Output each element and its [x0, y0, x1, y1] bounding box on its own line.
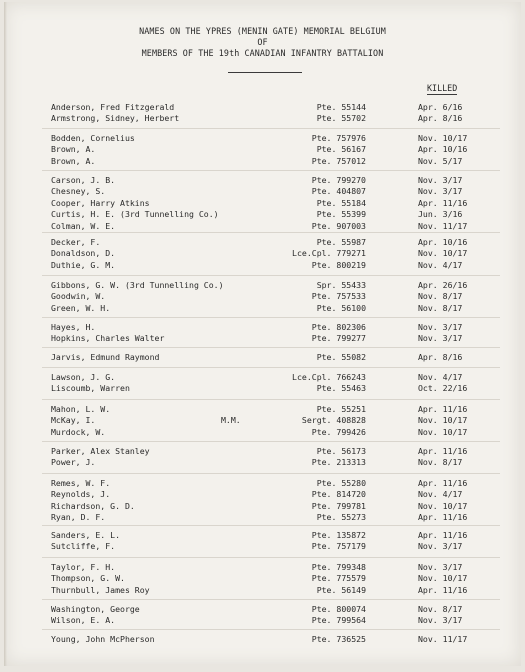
- soldier-rank-number: Pte. 55399: [316, 209, 366, 220]
- soldier-name: Wilson, E. A.: [51, 615, 116, 626]
- list-item: [4, 209, 521, 220]
- soldier-rank-number: Pte. 56173: [316, 446, 366, 456]
- soldier-name: Goodwin, W.: [51, 291, 106, 302]
- list-item: [4, 604, 521, 615]
- document-heading: [4, 26, 521, 59]
- name-group: [4, 478, 521, 524]
- name-group: [4, 634, 521, 645]
- list-item: [4, 322, 521, 333]
- list-item: [4, 562, 521, 573]
- date-killed: Apr. 11/16: [418, 404, 468, 414]
- fold-line: [42, 399, 500, 400]
- list-item: [4, 404, 521, 415]
- soldier-rank-number: Pte. 802306: [311, 322, 366, 332]
- soldier-rank-number: Pte. 55273: [316, 512, 366, 523]
- soldier-rank-number: Pte. 55251: [316, 404, 366, 414]
- soldier-name: Ryan, D. F.: [51, 512, 106, 523]
- soldier-rank-number: Pte. 799426: [311, 426, 366, 437]
- soldier-rank-number: Pte. 135872: [311, 530, 366, 540]
- date-killed: Nov. 8/17: [418, 604, 463, 614]
- soldier-name: Thompson, G. W.: [51, 573, 125, 584]
- date-killed: Nov. 10/17: [418, 500, 468, 511]
- fold-line: [42, 557, 500, 558]
- soldier-rank-number: Pte. 56149: [316, 584, 366, 595]
- name-group: [4, 237, 521, 271]
- list-item: [4, 530, 521, 541]
- soldier-rank-number: Pte. 799348: [311, 562, 366, 572]
- soldier-name: Curtis, H. E. (3rd Tunnelling Co.): [51, 209, 219, 220]
- fold-line: [42, 317, 500, 318]
- date-killed: Nov. 8/17: [418, 302, 463, 313]
- soldier-rank-number: Spr. 55433: [316, 280, 366, 290]
- soldier-name: Lawson, J. G.: [51, 372, 116, 382]
- soldier-rank-number: Pte. 55987: [316, 237, 366, 247]
- name-group: [4, 322, 521, 345]
- soldier-rank-number: Pte. 736525: [311, 634, 366, 644]
- heading-underline: [228, 72, 302, 73]
- name-group: [4, 372, 521, 395]
- soldier-name: Green, W. H.: [51, 302, 111, 313]
- list-item: [4, 303, 521, 314]
- list-item: [4, 489, 521, 500]
- soldier-rank-number: Pte. 404807: [311, 186, 366, 197]
- date-killed: Nov. 3/17: [418, 322, 463, 332]
- heading-line-1: NAMES ON THE YPRES (MENIN GATE) MEMORIAL BELGIUM: [139, 26, 386, 36]
- fold-line: [42, 170, 500, 171]
- soldier-name: Richardson, G. D.: [51, 500, 135, 511]
- name-group: [4, 352, 521, 363]
- date-killed: Nov. 10/17: [418, 573, 468, 584]
- soldier-name: Armstrong, Sidney, Herbert: [51, 113, 180, 124]
- soldier-rank-number: Lce.Cpl. 779271: [292, 248, 366, 259]
- soldier-name: Hayes, H.: [51, 322, 96, 332]
- list-item: [4, 260, 521, 271]
- date-killed: Apr. 8/16: [418, 352, 463, 362]
- fold-line: [42, 275, 500, 276]
- list-item: [4, 457, 521, 468]
- name-group: [4, 175, 521, 232]
- soldier-rank-number: Pte. 757012: [311, 155, 366, 166]
- soldier-name: Sanders, E. L.: [51, 530, 121, 540]
- name-group: [4, 530, 521, 553]
- soldier-rank-number: Pte. 907003: [311, 220, 366, 231]
- soldier-name: Washington, George: [51, 604, 140, 614]
- soldier-name: Anderson, Fred Fitzgerald: [51, 102, 175, 112]
- soldier-rank-number: Pte. 55082: [316, 352, 366, 362]
- list-item: [4, 221, 521, 232]
- soldier-name: Power, J.: [51, 457, 96, 468]
- soldier-rank-number: Pte. 55280: [316, 478, 366, 488]
- soldier-rank-number: Pte. 55144: [316, 102, 366, 112]
- soldier-rank-number: Pte. 55702: [316, 113, 366, 124]
- name-group: [4, 604, 521, 627]
- soldier-rank-number: Pte. 775579: [311, 573, 366, 584]
- soldier-name: Chesney, S.: [51, 186, 106, 197]
- list-item: [4, 248, 521, 259]
- soldier-name: Decker, F.: [51, 237, 101, 247]
- list-item: [4, 415, 521, 426]
- date-killed: Nov. 10/17: [418, 415, 468, 426]
- soldier-name: Hopkins, Charles Walter: [51, 333, 165, 344]
- fold-line: [42, 367, 500, 368]
- list-item: [4, 541, 521, 552]
- soldier-rank-number: Pte. 55463: [316, 383, 366, 394]
- fold-line: [42, 128, 500, 129]
- memorial-document-page: [4, 2, 521, 666]
- soldier-name: Mahon, L. W.: [51, 404, 111, 414]
- list-item: [4, 198, 521, 209]
- soldier-name: Bodden, Cornelius: [51, 133, 135, 143]
- date-killed: Nov. 8/17: [418, 291, 463, 302]
- date-killed: Apr. 11/16: [418, 446, 468, 456]
- list-item: [4, 333, 521, 344]
- list-item: [4, 372, 521, 383]
- date-killed: Apr. 11/16: [418, 584, 468, 595]
- soldier-name: Liscoumb, Warren: [51, 383, 130, 394]
- soldier-name: Reynolds, J.: [51, 489, 111, 500]
- soldier-rank-number: Sergt. 408828: [301, 415, 366, 426]
- soldier-rank-number: Pte. 757533: [311, 291, 366, 302]
- soldier-rank-number: Pte. 213313: [311, 457, 366, 468]
- date-killed: Apr. 10/16: [418, 144, 468, 155]
- list-item: [4, 634, 521, 645]
- date-killed: Nov. 4/17: [418, 372, 463, 382]
- soldier-rank-number: Pte. 757179: [311, 541, 366, 552]
- soldier-name: Remes, W. F.: [51, 478, 111, 488]
- soldier-name: Thurnbull, James Roy: [51, 584, 150, 595]
- name-group: [4, 280, 521, 314]
- date-killed: Nov. 10/17: [418, 248, 468, 259]
- soldier-rank-number: Pte. 800074: [311, 604, 366, 614]
- fold-line: [42, 599, 500, 600]
- soldier-rank-number: Pte. 757976: [311, 133, 366, 143]
- soldier-decoration: M.M.: [221, 415, 241, 426]
- fold-line: [42, 629, 500, 630]
- soldier-name: Taylor, F. H.: [51, 562, 116, 572]
- date-killed: Nov. 3/17: [418, 333, 463, 344]
- killed-column-header: KILLED: [427, 83, 458, 93]
- soldier-name: Cooper, Harry Atkins: [51, 197, 150, 208]
- soldier-name: Colman, W. E.: [51, 220, 116, 231]
- soldier-name: Donaldson, D.: [51, 248, 116, 259]
- soldier-name: Gibbons, G. W. (3rd Tunnelling Co.): [51, 280, 224, 290]
- date-killed: Apr. 11/16: [418, 478, 468, 488]
- list-item: [4, 144, 521, 155]
- list-item: [4, 186, 521, 197]
- list-item: [4, 237, 521, 248]
- date-killed: Nov. 4/17: [418, 489, 463, 500]
- date-killed: Nov. 3/17: [418, 615, 463, 626]
- soldier-rank-number: Pte. 799277: [311, 333, 366, 344]
- list-item: [4, 585, 521, 596]
- fold-line: [42, 441, 500, 442]
- date-killed: Nov. 3/17: [418, 541, 463, 552]
- heading-line-3: MEMBERS OF THE 19th CANADIAN INFANTRY BATTALION: [141, 48, 384, 58]
- name-group: [4, 446, 521, 469]
- name-group: [4, 133, 521, 167]
- list-item: [4, 156, 521, 167]
- soldier-rank-number: Pte. 56100: [316, 302, 366, 313]
- soldier-name: Duthie, G. M.: [51, 259, 116, 270]
- list-item: [4, 352, 521, 363]
- date-killed: Apr. 6/16: [418, 102, 463, 112]
- date-killed: Apr. 10/16: [418, 237, 468, 247]
- soldier-name: Brown, A.: [51, 155, 96, 166]
- date-killed: Nov. 3/17: [418, 562, 463, 572]
- date-killed: Oct. 22/16: [418, 383, 468, 394]
- list-item: [4, 573, 521, 584]
- list-item: [4, 102, 521, 113]
- soldier-rank-number: Lce.Cpl. 766243: [292, 372, 366, 382]
- list-item: [4, 113, 521, 124]
- fold-line: [42, 232, 500, 233]
- fold-line: [42, 525, 500, 526]
- list-item: [4, 446, 521, 457]
- date-killed: Nov. 3/17: [418, 175, 463, 185]
- name-group: [4, 102, 521, 125]
- list-item: [4, 501, 521, 512]
- name-group: [4, 404, 521, 438]
- list-item: [4, 133, 521, 144]
- soldier-rank-number: Pte. 800219: [311, 259, 366, 270]
- date-killed: Nov. 11/17: [418, 634, 468, 644]
- date-killed: Nov. 10/17: [418, 426, 468, 437]
- date-killed: Nov. 3/17: [418, 186, 463, 197]
- list-item: [4, 175, 521, 186]
- date-killed: Apr. 11/16: [418, 530, 468, 540]
- date-killed: Apr. 11/16: [418, 512, 468, 523]
- fold-line: [42, 347, 500, 348]
- soldier-name: Sutcliffe, F.: [51, 541, 116, 552]
- name-group: [4, 562, 521, 596]
- fold-line: [42, 473, 500, 474]
- date-killed: Nov. 11/17: [418, 220, 468, 231]
- soldier-name: Young, John McPherson: [51, 634, 155, 644]
- date-killed: Nov. 10/17: [418, 133, 468, 143]
- soldier-rank-number: Pte. 799564: [311, 615, 366, 626]
- date-killed: Apr. 8/16: [418, 113, 463, 124]
- list-item: [4, 512, 521, 523]
- soldier-name: Parker, Alex Stanley: [51, 446, 150, 456]
- soldier-name: Carson, J. B.: [51, 175, 116, 185]
- list-item: [4, 615, 521, 626]
- soldier-name: Jarvis, Edmund Raymond: [51, 352, 160, 362]
- date-killed: Nov. 8/17: [418, 457, 463, 468]
- soldier-rank-number: Pte. 56167: [316, 144, 366, 155]
- soldier-rank-number: Pte. 55184: [316, 197, 366, 208]
- list-item: [4, 280, 521, 291]
- list-item: [4, 427, 521, 438]
- date-killed: Apr. 11/16: [418, 197, 468, 208]
- soldier-rank-number: Pte. 814720: [311, 489, 366, 500]
- soldier-name: McKay, I.: [51, 415, 96, 426]
- date-killed: Nov. 5/17: [418, 155, 463, 166]
- heading-line-2: OF: [257, 37, 268, 47]
- soldier-rank-number: Pte. 799781: [311, 500, 366, 511]
- soldier-name: Murdock, W.: [51, 426, 106, 437]
- date-killed: Apr. 26/16: [418, 280, 468, 290]
- date-killed: Nov. 4/17: [418, 259, 463, 270]
- soldier-name: Brown, A.: [51, 144, 96, 155]
- list-item: [4, 291, 521, 302]
- soldier-rank-number: Pte. 799270: [311, 175, 366, 185]
- date-killed: Jun. 3/16: [418, 209, 463, 220]
- list-item: [4, 478, 521, 489]
- list-item: [4, 383, 521, 394]
